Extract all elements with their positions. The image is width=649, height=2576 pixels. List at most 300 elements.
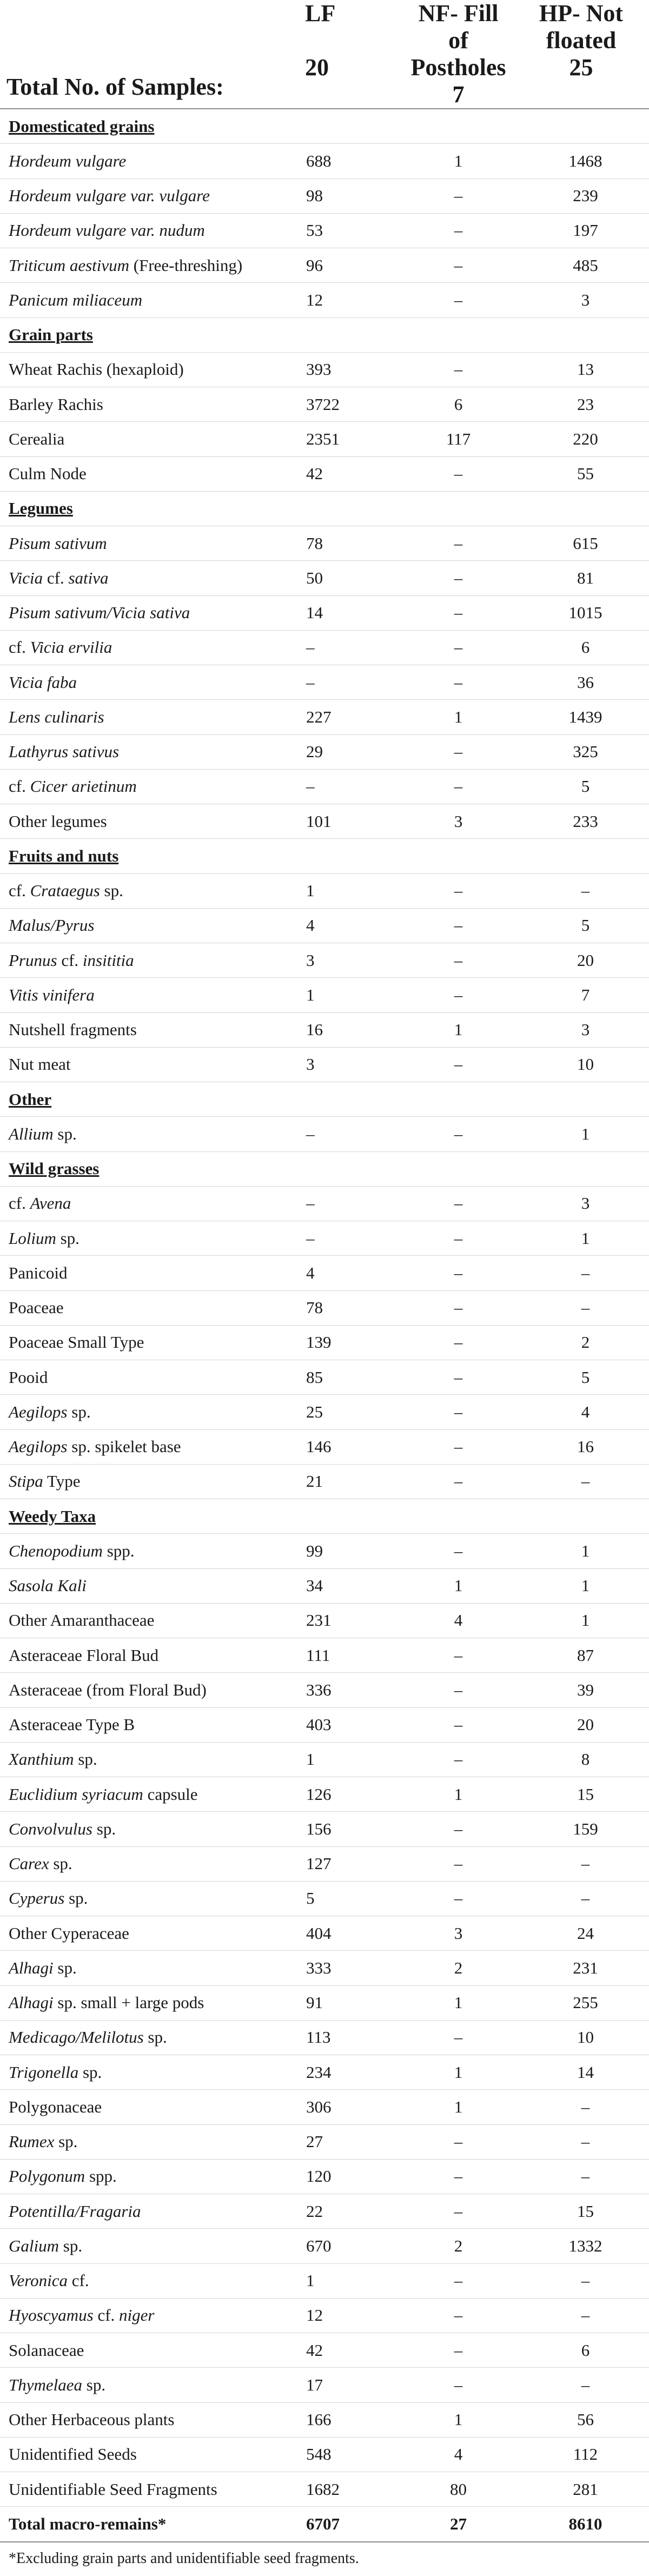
value-nf: 4 (406, 1603, 511, 1638)
taxon-name (0, 2507, 305, 2542)
taxon-name (0, 387, 305, 422)
taxon-name (0, 213, 305, 248)
value-nf: 117 (406, 422, 511, 456)
sample-count: 7 (452, 81, 465, 108)
value-lf: 548 (305, 2437, 406, 2472)
value-hp: 16 (511, 1429, 649, 1464)
taxon-name-part: sp. (100, 881, 123, 900)
table-row (0, 978, 649, 1012)
taxon-name-part: Avena (30, 1194, 71, 1213)
table-row (0, 1360, 649, 1395)
taxon-name-part: Lolium (9, 1228, 56, 1248)
value-nf: – (406, 2263, 511, 2298)
value-hp: 3 (511, 283, 649, 317)
section-header-row (0, 1082, 649, 1117)
value-lf: 91 (305, 1985, 406, 2020)
taxon-name-part: sp. (74, 1750, 97, 1769)
value-hp: 23 (511, 387, 649, 422)
taxon-name (0, 1186, 305, 1221)
value-hp: 1 (511, 1568, 649, 1603)
section-heading: Domesticated grains (0, 109, 649, 144)
value-lf: 22 (305, 2194, 406, 2229)
taxon-name-part: Polygonaceae (9, 2097, 102, 2116)
value-lf: 4 (305, 908, 406, 943)
taxon-name-part: niger (119, 2306, 155, 2325)
taxon-name-part: sp. (53, 1958, 77, 1977)
value-lf: 126 (305, 1777, 406, 1812)
value-lf: 166 (305, 2402, 406, 2437)
taxon-name (0, 873, 305, 908)
taxon-name-part: Convolvulus (9, 1819, 92, 1838)
table-row (0, 456, 649, 491)
taxon-name-part: Other Herbaceous plants (9, 2410, 175, 2429)
taxon-name-part: Hordeum vulgare var. nudum (9, 221, 205, 240)
taxon-name (0, 1325, 305, 1360)
value-nf: – (406, 1290, 511, 1325)
table-row (0, 1707, 649, 1742)
taxon-name (0, 526, 305, 561)
value-nf: – (406, 1221, 511, 1256)
table-row (0, 2124, 649, 2159)
taxon-name (0, 2055, 305, 2090)
value-lf: 1 (305, 978, 406, 1012)
table-row (0, 526, 649, 561)
taxon-name-part: Alhagi (9, 1958, 54, 1977)
value-hp: 20 (511, 1707, 649, 1742)
value-lf: 42 (305, 2333, 406, 2368)
table-row (0, 1812, 649, 1846)
value-lf: 12 (305, 283, 406, 317)
total-samples-label: Total No. of Samples: (0, 0, 305, 109)
table-body (0, 109, 649, 2542)
value-lf: 156 (305, 1812, 406, 1846)
table-row (0, 2437, 649, 2472)
value-nf: 6 (406, 387, 511, 422)
taxon-name-part: sp. (92, 1819, 116, 1838)
taxon-name-part: Lens culinaris (9, 707, 104, 726)
value-hp: 56 (511, 2402, 649, 2437)
value-hp: 5 (511, 908, 649, 943)
taxon-name-part: Galium (9, 2236, 59, 2255)
value-nf: 80 (406, 2472, 511, 2507)
section-header-row (0, 317, 649, 352)
value-hp: 231 (511, 1951, 649, 1985)
table-row (0, 213, 649, 248)
value-nf: – (406, 178, 511, 213)
taxon-name (0, 2229, 305, 2263)
value-hp: 7 (511, 978, 649, 1012)
taxon-name-part: Hyoscyamus (9, 2306, 94, 2325)
value-hp: 5 (511, 1360, 649, 1395)
taxon-name-part: sativa (68, 568, 109, 587)
value-nf: 1 (406, 1777, 511, 1812)
taxon-name (0, 248, 305, 283)
taxon-name-part: Solanaceae (9, 2340, 84, 2360)
table-row (0, 178, 649, 213)
taxon-name (0, 1985, 305, 2020)
table-row (0, 2333, 649, 2368)
taxon-name-part: Prunus (9, 950, 57, 970)
value-nf: – (406, 248, 511, 283)
taxon-name-part: Polygonum (9, 2167, 85, 2186)
value-lf: 78 (305, 526, 406, 561)
value-nf: – (406, 2298, 511, 2333)
taxon-name-part: Barley Rachis (9, 394, 103, 414)
section-header-row (0, 1499, 649, 1534)
value-lf: 403 (305, 1707, 406, 1742)
taxon-name-part: Vicia ervilia (30, 638, 112, 657)
taxon-name-part: Xanthium (9, 1750, 74, 1769)
table-row (0, 700, 649, 734)
value-hp: 255 (511, 1985, 649, 2020)
value-hp: 6 (511, 630, 649, 665)
value-lf: 3 (305, 1047, 406, 1082)
footnote: *Excluding grain parts and unidentifiable seed fragments. (9, 2549, 359, 2567)
value-nf: – (406, 1846, 511, 1881)
taxon-name (0, 1846, 305, 1881)
taxon-name-part: Other Cyperaceae (9, 1923, 129, 1943)
value-nf: – (406, 1638, 511, 1673)
table-row (0, 2090, 649, 2124)
table-row (0, 2298, 649, 2333)
taxon-name-part: Total macro-remains* (9, 2514, 167, 2533)
value-hp: – (511, 2090, 649, 2124)
taxon-name-part: Asteraceae Type B (9, 1715, 135, 1734)
taxon-name (0, 561, 305, 595)
sample-count: 25 (569, 54, 593, 81)
value-hp: 15 (511, 1777, 649, 1812)
value-nf: – (406, 1186, 511, 1221)
value-hp: 20 (511, 943, 649, 978)
table-row (0, 1256, 649, 1290)
value-hp: – (511, 1464, 649, 1499)
value-lf: – (305, 1221, 406, 1256)
sample-count: 20 (305, 54, 329, 81)
taxon-name (0, 283, 305, 317)
taxon-name-part: Chenopodium (9, 1541, 103, 1560)
value-nf: 1 (406, 1012, 511, 1047)
table-row (0, 2159, 649, 2194)
value-hp: 87 (511, 1638, 649, 1673)
table-row (0, 1951, 649, 1985)
taxon-name-part: Asteraceae (from Floral Bud) (9, 1680, 207, 1699)
taxon-name-part: sp. (78, 2062, 102, 2082)
table-row (0, 1638, 649, 1673)
value-lf: 1 (305, 1742, 406, 1777)
taxon-name-part: Rumex (9, 2132, 55, 2151)
table-row (0, 387, 649, 422)
value-nf: – (406, 456, 511, 491)
taxon-name (0, 908, 305, 943)
value-lf: 42 (305, 456, 406, 491)
table-row (0, 1846, 649, 1881)
taxon-name-part: sp. (49, 1854, 72, 1873)
value-lf: 98 (305, 178, 406, 213)
header-row (0, 0, 649, 109)
taxon-name (0, 2090, 305, 2124)
table-row (0, 630, 649, 665)
table-row (0, 2472, 649, 2507)
column-name-line-2: Postholes (410, 54, 506, 81)
value-hp: 14 (511, 2055, 649, 2090)
taxon-name-part: Panicoid (9, 1263, 68, 1282)
value-hp: 4 (511, 1395, 649, 1429)
total-row (0, 2507, 649, 2542)
section-heading: Other (0, 1082, 649, 1117)
taxon-name (0, 422, 305, 456)
value-nf: 2 (406, 1951, 511, 1985)
taxon-name (0, 1812, 305, 1846)
value-hp: 10 (511, 2020, 649, 2055)
table-row (0, 1568, 649, 1603)
value-nf: – (406, 1707, 511, 1742)
taxon-name-part: cf. (43, 568, 69, 587)
taxon-name-part: Poaceae Small Type (9, 1333, 144, 1352)
value-nf: – (406, 1673, 511, 1707)
taxon-name (0, 1951, 305, 1985)
taxon-name-part: sp. (143, 2028, 167, 2047)
taxon-name (0, 1464, 305, 1499)
value-hp: 1 (511, 1603, 649, 1638)
value-lf: 25 (305, 1395, 406, 1429)
value-lf: 139 (305, 1325, 406, 1360)
value-hp: – (511, 2263, 649, 2298)
value-nf: – (406, 665, 511, 700)
value-hp: 3 (511, 1186, 649, 1221)
taxon-name-part: Potentilla/Fragaria (9, 2201, 141, 2221)
taxon-name-part: sp. (54, 2132, 78, 2151)
value-lf: – (305, 769, 406, 804)
taxon-name-part: capsule (143, 1784, 198, 1804)
value-nf: 1 (406, 144, 511, 178)
column-name: LF (305, 0, 336, 27)
taxon-name-part: Panicum miliaceum (9, 290, 143, 309)
table-row (0, 804, 649, 839)
taxon-name-part: sp. (64, 1889, 88, 1908)
table-row (0, 1221, 649, 1256)
value-lf: 120 (305, 2159, 406, 2194)
taxon-name (0, 1707, 305, 1742)
taxon-name (0, 804, 305, 839)
value-nf: – (406, 1395, 511, 1429)
table-row (0, 2020, 649, 2055)
value-hp: 55 (511, 456, 649, 491)
taxon-name (0, 2437, 305, 2472)
table-row (0, 1673, 649, 1707)
table-row (0, 561, 649, 595)
value-hp: 197 (511, 213, 649, 248)
section-header-row (0, 491, 649, 526)
taxon-name (0, 978, 305, 1012)
taxon-name-part: Pisum sativum/Vicia sativa (9, 603, 190, 623)
value-hp: 615 (511, 526, 649, 561)
value-lf: 393 (305, 352, 406, 387)
value-nf: – (406, 1360, 511, 1395)
value-lf: 14 (305, 595, 406, 630)
value-lf: 336 (305, 1673, 406, 1707)
section-header-row (0, 1151, 649, 1186)
value-lf: 99 (305, 1534, 406, 1568)
table-row (0, 2229, 649, 2263)
value-nf: – (406, 2368, 511, 2402)
table-row (0, 1395, 649, 1429)
taxon-name (0, 1047, 305, 1082)
table-row (0, 1464, 649, 1499)
taxon-name-part: Hordeum vulgare (9, 151, 127, 170)
taxon-name-part: spp. (85, 2167, 117, 2186)
table-row (0, 1603, 649, 1638)
section-header-row (0, 109, 649, 144)
value-nf: – (406, 1881, 511, 1916)
value-lf: 29 (305, 734, 406, 769)
value-lf: 101 (305, 804, 406, 839)
value-nf: 2 (406, 2229, 511, 2263)
taxon-name-part: sp. (53, 1124, 77, 1143)
value-nf: – (406, 2333, 511, 2368)
value-hp: 239 (511, 178, 649, 213)
table-row (0, 2194, 649, 2229)
value-hp: 2 (511, 1325, 649, 1360)
value-hp: 39 (511, 1673, 649, 1707)
value-nf: – (406, 769, 511, 804)
taxon-name-part: sp. (56, 1228, 80, 1248)
table-row (0, 1534, 649, 1568)
value-lf: 3722 (305, 387, 406, 422)
column-name-line-1: HP- Not (539, 0, 624, 27)
taxon-name-part: Medicago/Melilotus (9, 2028, 144, 2047)
value-nf: – (406, 1047, 511, 1082)
value-hp: – (511, 873, 649, 908)
table-row (0, 2368, 649, 2402)
value-lf: 2351 (305, 422, 406, 456)
value-hp: – (511, 2298, 649, 2333)
taxon-name (0, 1117, 305, 1151)
taxon-name (0, 1012, 305, 1047)
table-header (0, 0, 649, 109)
taxon-name (0, 1429, 305, 1464)
taxon-name-part: (Free-threshing) (129, 255, 243, 275)
column-header-lf (305, 0, 406, 109)
taxon-name (0, 2472, 305, 2507)
taxon-name-part: Pooid (9, 1367, 48, 1387)
value-hp: 24 (511, 1916, 649, 1951)
value-nf: 3 (406, 1916, 511, 1951)
section-heading: Grain parts (0, 317, 649, 352)
taxon-name (0, 1742, 305, 1777)
taxon-name-part: cf. (93, 2306, 120, 2325)
value-lf: 1682 (305, 2472, 406, 2507)
value-hp: 8 (511, 1742, 649, 1777)
taxon-name-part: Aegilops (9, 1402, 68, 1421)
taxon-name-part: Nutshell fragments (9, 1020, 137, 1039)
value-nf: – (406, 1325, 511, 1360)
value-lf: 333 (305, 1951, 406, 1985)
value-lf: 16 (305, 1012, 406, 1047)
taxon-name-part: Carex (9, 1854, 49, 1873)
taxon-name (0, 1534, 305, 1568)
taxon-name (0, 2368, 305, 2402)
taxon-name (0, 1673, 305, 1707)
value-lf: 306 (305, 2090, 406, 2124)
taxon-name (0, 2159, 305, 2194)
table-row (0, 1290, 649, 1325)
table-row (0, 1047, 649, 1082)
taxon-name (0, 352, 305, 387)
value-hp: 36 (511, 665, 649, 700)
value-nf: – (406, 943, 511, 978)
value-nf: – (406, 561, 511, 595)
taxon-name-part: Thymelaea (9, 2375, 83, 2394)
value-nf: – (406, 1742, 511, 1777)
taxon-name (0, 144, 305, 178)
taxon-name-part: Pisum sativum (9, 533, 107, 553)
taxon-name (0, 2298, 305, 2333)
taxon-name-part: Type (43, 1472, 81, 1491)
taxon-name-part: Veronica (9, 2271, 68, 2290)
column-name-line-2: floated (546, 27, 617, 54)
taxon-name-part: Malus/Pyrus (9, 916, 95, 935)
taxon-name-part: Other Amaranthaceae (9, 1611, 155, 1630)
taxon-name-part: Wheat Rachis (hexaploid) (9, 360, 184, 379)
value-hp: 13 (511, 352, 649, 387)
value-lf: 111 (305, 1638, 406, 1673)
taxon-name (0, 1881, 305, 1916)
taxon-name (0, 734, 305, 769)
taxon-name (0, 1603, 305, 1638)
value-lf: 3 (305, 943, 406, 978)
value-nf: 1 (406, 1568, 511, 1603)
taxon-name-part: cf. (9, 777, 30, 796)
table-row (0, 873, 649, 908)
table-row (0, 769, 649, 804)
value-hp: 1 (511, 1117, 649, 1151)
table-row (0, 908, 649, 943)
taxon-name-part: sp. small + large pods (53, 1993, 204, 2012)
value-lf: 231 (305, 1603, 406, 1638)
value-nf: – (406, 2159, 511, 2194)
taxon-name (0, 1568, 305, 1603)
value-nf: – (406, 352, 511, 387)
value-nf: 4 (406, 2437, 511, 2472)
value-hp: 281 (511, 2472, 649, 2507)
value-nf: 1 (406, 700, 511, 734)
taxon-name (0, 1256, 305, 1290)
taxon-name-part: Unidentified Seeds (9, 2445, 137, 2464)
taxon-name (0, 2333, 305, 2368)
value-hp: 112 (511, 2437, 649, 2472)
value-nf: – (406, 1812, 511, 1846)
value-hp: 220 (511, 422, 649, 456)
taxon-name-part: cf. (9, 881, 30, 900)
value-nf: – (406, 1429, 511, 1464)
table-row (0, 1881, 649, 1916)
section-heading: Legumes (0, 491, 649, 526)
value-lf: – (305, 665, 406, 700)
value-lf: 146 (305, 1429, 406, 1464)
value-nf: – (406, 1256, 511, 1290)
value-hp: 10 (511, 1047, 649, 1082)
table-row (0, 595, 649, 630)
value-hp: – (511, 1290, 649, 1325)
section-header-row (0, 839, 649, 873)
value-nf: 27 (406, 2507, 511, 2542)
taxon-name (0, 456, 305, 491)
value-hp: 485 (511, 248, 649, 283)
taxon-name-part: Vicia faba (9, 672, 77, 692)
taxon-name (0, 700, 305, 734)
value-nf: 1 (406, 2402, 511, 2437)
taxon-name-part: Aegilops (9, 1437, 68, 1456)
